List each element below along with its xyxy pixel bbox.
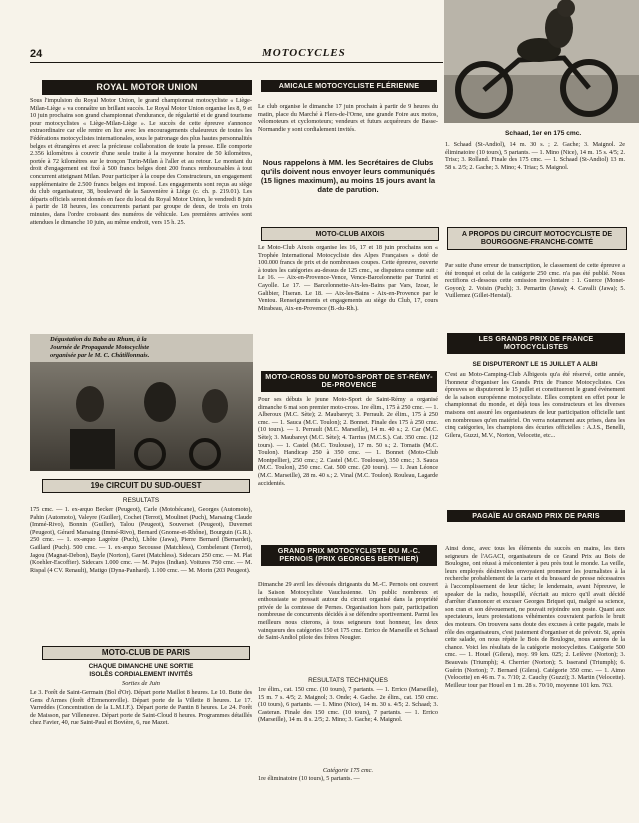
pagaie-heading: PAGAÏE AU GRAND PRIX DE PARIS	[447, 510, 625, 522]
pagaie-body: Ainsi donc, avec tous les éléments du succès en mains, les tiers seigneurs de l'AGACI, organisateurs de ce Grand Prix au Bois de Boulogne, ont réussi à mécontenter à peu près tout le monde. La veille, leurs employés désinvoltes envoyaient promener les journalistes à la recherche probablement de la carte et du brassard de presse nécessaires à l'accomplissement de leur tâche; le lendemain, avant l'épreuve, le speaker de la radio, houspillé, s'écriait au micro qu'il avait décidé d'arrêter d'annoncer et excuser Georges Briquet qui, malgré sa science, son cran et son dévouement, ne pouvait rejoindre son poste. Quant aux spectateurs, leurs protestations véhémentes couvraient parfois le bruit des moteurs. On trouvera sans doute des excuses à cette pagaïe, mais le rôle des organisateurs, c'est justement d'organiser et de prévoir. Si, après cette salade, on nous répète le Bois de Boulogne, nous aurons de la chance. Voici les résultats de la catégorie motocyclettes. Catégorie 500 cmc. — 1. Houel (Gilera), moy. 99 km. 025; 2. Lefèvre (Norton); 3. Beauvais (Triumph); 4. Cherrier (Norton); 5. Isserand (Triumph); 6. Guérin (Norton); 7. Bernard (Gilera). Catégorie 350 cmc. — 1. Aimo (Velocette) en 46 m. 7 s. 7/10; 2. Cauchy (Guzzi); 3. Martin (Velocette). Meilleur tour par Houel en 1 m. 28 s. 70/10, moyenne 101 km. 763.	[445, 545, 625, 689]
gp-pernois-body: Dimanche 29 avril les dévoués dirigeants du M.-C. Pernois ont couvert la Saison Motocycliste Vauclusienne. Un public nombreux et enthousiaste se pressait autour du circuit organisé dans la propriété privée de la comtesse de Pernes. Organisation hors pair, participation nombreuse de concurrents décidés à se défendre sportivement. Parmi les meilleurs nous citerons, à tous seigneurs tout honneur, les deux vainqueurs des catégories 150 et 175 cmc. Errico de Marseille et Schaad de Saint-Andiol pilote des frères Nougier.	[258, 581, 438, 642]
photo-left-caption: Dégustation du Baba au Rhum, à la Journée de Propagande Motocycliste organisée par le M. C. Châtillonnais.	[50, 336, 150, 359]
photo-right-image	[444, 0, 639, 123]
bourgogne-heading: A PROPOS DU CIRCUIT MOTOCYCLISTE DE BOURGOGNE-FRANCHE-COMTÉ	[447, 227, 627, 250]
photo-right	[444, 0, 639, 123]
notice-box: Nous rappelons à MM. les Secrétaires de Clubs qu'ils doivent nous envoyer leurs communiqués (15 lignes maximum), au moins 15 jours avant la date de parution.	[260, 158, 436, 194]
amicale-body: Le club organise le dimanche 17 juin prochain à partir de 9 heures du matin, place du Marché à Flers-de-l'Orne, une grande Foire aux motos, vélomoteurs et cyclomoteurs; vendeurs et futurs acquéreurs de Basse-Normandie y sont cordialement invités.	[258, 103, 438, 133]
mc-paris-heading: MOTO-CLUB DE PARIS	[42, 646, 250, 660]
mc-paris-sub1: CHAQUE DIMANCHE UNE SORTIE	[88, 663, 194, 670]
gp-pernois-results-heading: RESULTATS TECHNIQUES	[308, 677, 388, 684]
motocross-body: Pour ses débuts le jeune Moto-Sport de Saint-Rémy a organisé dimanche 6 mai son premier moto-cross. 1re élim., 175 à 250 cmc. — 1. Alberoux (M.C. Sète); 2. Maubareyt; 3. Perrault. 2e élim., 175 à 250 cmc. — 1. Sauca (M.C. Toulon); 2. Bonnet. Finale des 175 à 250 cmc. (10 tours). — 1. Perrault (M.C. Marseille), 14 m. 40 s.; 2. Car (M.C. Sète); 3. Maubareyt (M.C. Sète); 4. Tarrius (M.C.S.). Cat. 350 cmc. (12 tours). — 1. Castel (M.C. Toulouse), 17 m. 50 s.; 2. Tomatis (M.C. Toulon). Handicap 250 à 350 cmc. — 1. Bonnet (Moto-Club Montpellier), 250 cmc.; 2. Castel (M.C. Toulouse), 350 cmc.; 3. Sauca (M.C. Toulon), 250 cmc. Cat. 500 cmc. (20 tours). — 1. Jean Léonce (M.C. Marseille), 28 m. 40 s.; 2. Vinal (M.C. Toulon). Rouleau, Lagarde accidentés.	[258, 396, 438, 487]
photo-right-caption: Schaad, 1er en 175 cmc.	[505, 130, 582, 137]
sud-ouest-results-heading: RESULTATS	[122, 497, 160, 504]
mc-paris-sub2: ISOLÉS CORDIALEMENT INVITÉS	[89, 671, 193, 678]
gp-pernois-elim: 1re éliminatoire (10 tours), 5 partants. —	[258, 775, 360, 782]
results-continued: 1. Schaad (St-Andiol), 14 m. 30 s. ; 2. Gache; 3. Maignol. 2e éliminatoire (10 tours), 5 partants. — 1. Mino (Nice), 14 m. 15 s. 4/5; 2. Trisc; 3. Rolland. Finale des 175 cmc. — 1. Schaad (St-Andiol) 13 m. 58 s. 2/5; 2. Gache; 3. Mino; 4. Triac; 5. Maignol.	[445, 141, 625, 171]
mc-paris-sub3: Sorties de Juin	[122, 680, 160, 687]
royal-motor-union-heading: ROYAL MOTOR UNION	[42, 80, 252, 95]
royal-motor-union-body: Sous l'impulsion du Royal Motor Union, le grand championnat motocycliste « Liège-Milan-Liège » va connaître un brillant succès. Le Royal Motor Union organise les 8, 9 et 10 juin prochains son grand championnat d'endurance, de régularité et de grand tourisme pour motocyclistes « Liège-Milan-Liège ». Le succès de cette épreuve s'annonce extraordinaire car elle rentre en lice avec les encouragements chaleureux de toutes les Fédérations motocyclistes internationales, sous le patronage des plus hautes personnalités belges et étrangères et avec la précieuse collaboration de toute la presse. Elle comporte 2.356 kilomètres à couvrir d'une seule traite à la moyenne horaire de 50 kilomètres, portée à 72 kilomètres sur le tronçon Turin-Milan à l'aller et au retour. Le montant du droit d'engagement est fixé à 500 francs belges dont 200 francs remboursables à tout concurrent atteignant Milan. Pour participer à la coupe des Constructeurs, un engagement supplémentaire de 2.500 francs belges est imposé. Les engagements sont reçus au siège du club organisateur, 38, boulevard de la Sauvenière à Liège (c. ch. p. 219.01). Les départs officiels seront donnés en face du local du Royal Motor Union, le vendredi 8 juin à partir de 18 heures, les concurrents partant par groupe de deux, de trois en trois minutes, dans l'ordre croissant des numéros de véhicule. Les premières arrivées sont attendues le dimanche 10 juin, au même endroit, vers 15 h. 25.	[30, 97, 252, 226]
page-number: 24	[30, 48, 43, 60]
mc-aixois-heading: MOTO-CLUB AIXOIS	[261, 227, 439, 241]
motocross-heading: MOTO-CROSS DU MOTO-SPORT DE ST-RÉMY-DE-PROVENCE	[261, 371, 437, 392]
gp-france-body: C'est au Moto-Camping-Club Albigeois qu'a été réservé, cette année, l'honneur d'organiser les Grands Prix de France Motocyclistes. Ces épreuves se disputeront le 15 juillet et constitueront le grand événement de la saison européenne motocycliste. Elles comptent en effet pour le championnat du monde, et déjà tous les constructeurs et les diverses maisons ont assuré les organisateurs de leur participation officielle tant en nombreuses qu'en matériel. On verra notamment aux prises, dans les cinq catégories, les champions des écuries officielles : A.J.S., Benelli, Gilera, Guzzi, M.V., Norton, Velocette, etc...	[445, 371, 625, 439]
bourgogne-body: Par suite d'une erreur de transcription, le classement de cette épreuve a été tronqué et celui de la catégorie 250 cmc. n'a pas été publié. Nous rectifions ci-dessous cette omission involontaire : 1. Guerce (Monet-Goyon); 2. Voisin (Puch); 3. Pemartin (Jawa); 4. Cavalli (Jawa); 5. Vuillemez (Gillet-Herstal).	[445, 262, 625, 300]
magazine-title: MOTOCYCLES	[262, 47, 346, 59]
gp-france-heading: LES GRANDS PRIX DE FRANCE MOTOCYCLISTES	[447, 333, 625, 354]
gp-france-subtitle: SE DISPUTERONT LE 15 JUILLET A ALBI	[472, 361, 598, 368]
header-rule	[30, 62, 443, 63]
sud-ouest-heading: 19e CIRCUIT DU SUD-OUEST	[42, 479, 250, 493]
gp-pernois-results: 1re élim., cat. 150 cmc. (10 tours), 7 partants. — 1. Errico (Marseille), 15 m. 7 s. 4/5; 2. Maignol; 3. Onde; 4. Gache. 2e élim., cat. 150 cmc. (10 tours), 6 partants. — 1. Mino (Nice), 14 m. 30 s. 4/5; 2. Schaad; 3. Casteran. Finale des 150 cmc. (10 tours), 7 partants. — 1. Errico (Marseille), 14 m. 8 s. 2/5; 2. Mino; 3. Gache; 4. Maignol.	[258, 686, 438, 724]
mc-aixois-body: Le Moto-Club Aixois organise les 16, 17 et 18 juin prochains son « Trophée International Motocycliste des Alpes Françaises » doté de 100.000 francs de prix et de nombreuses coupes. Cette épreuve, ouverte à toutes les catégories au-dessus de 125 cmc., se disputera comme suit : Le 16. — Aix-en-Provence-Vence, Vence-Barcelonnette par Turini et Cayolle. Le 17. — Barcelonnette-Aix-les-Bains par Vars, Izoar, le Galibier, l'Iseran. Le 18. — Aix-les-Bains - Aix-en-Provence par le Ventou. Renseignements et engagements au siège du Club, 17, cours Mirabeau, Aix-en-Provence (B.-du-Rh.).	[258, 244, 438, 312]
amicale-heading: AMICALE MOTOCYCLISTE FLÉRIENNE	[261, 80, 437, 92]
gp-pernois-heading: GRAND PRIX MOTOCYCLISTE DU M.-C. PERNOIS (PRIX GEORGES BERTHIER)	[261, 545, 437, 566]
sud-ouest-body: 175 cmc. — 1. ex-æquo Becker (Peugeot), Carle (Motobécane), Georges (Automoto), Pahin (Automoto), Valeyre (Guiller), Cochet (Terrot), Moulinet (Puch), Marsaing Claude (Immé-Rivo), Bonnin (Guiller), Talou (Peugeot), Souverset (Peugeot), Duvernet (Peugeot), Gérard Marsaing (Immé-Rivo), Bernard (Gnome-et-Rhône), Bourguin (G.R.). 250 cmc. — 1. ex-æquo Lagrèze (Puch), Lhôte (Jawa), Pierre Bernard (Bernardet), Gaillard (Puch). 500 cmc. — 1. ex-æquo Secousse (Matchless), Combelerant (Terrot), Jagou (Magnat-Debon), Bayle (Norton), Garet (Matchless). Sidecars 250 cmc. — M. Plat (Koehler-Escoffier). Sidecars 1.000 cmc. — M. Pujos (Indian). Voitures 750 cmc. — M. Rispal (4 CV. Renault), Matigo (Dyna-Panhard). 1.100 cmc. — M. Morin (203 Peugeot).	[30, 506, 252, 574]
gp-pernois-cat175: Catégorie 175 cmc.	[322, 767, 374, 774]
mc-paris-body: Le 3. Forêt de Saint-Germain (Bol d'Or). Départ porte Maillot 8 heures. Le 10. Butte des Gens d'Armes (forêt d'Ermenonville). Départ porte de la Villette 8 heures. Le 17. Varreddes (Concentration de la L.M.I.F.). Départ porte de Pantin 8 heures. Le 24. Forêt de Maisson, par Villeneuve. Départ porte de Saint-Cloud 8 heures. Programmes détaillés chez Favier, 40, rue Saint-Paul et Bovière, 6, rue Mazet.	[30, 689, 252, 727]
